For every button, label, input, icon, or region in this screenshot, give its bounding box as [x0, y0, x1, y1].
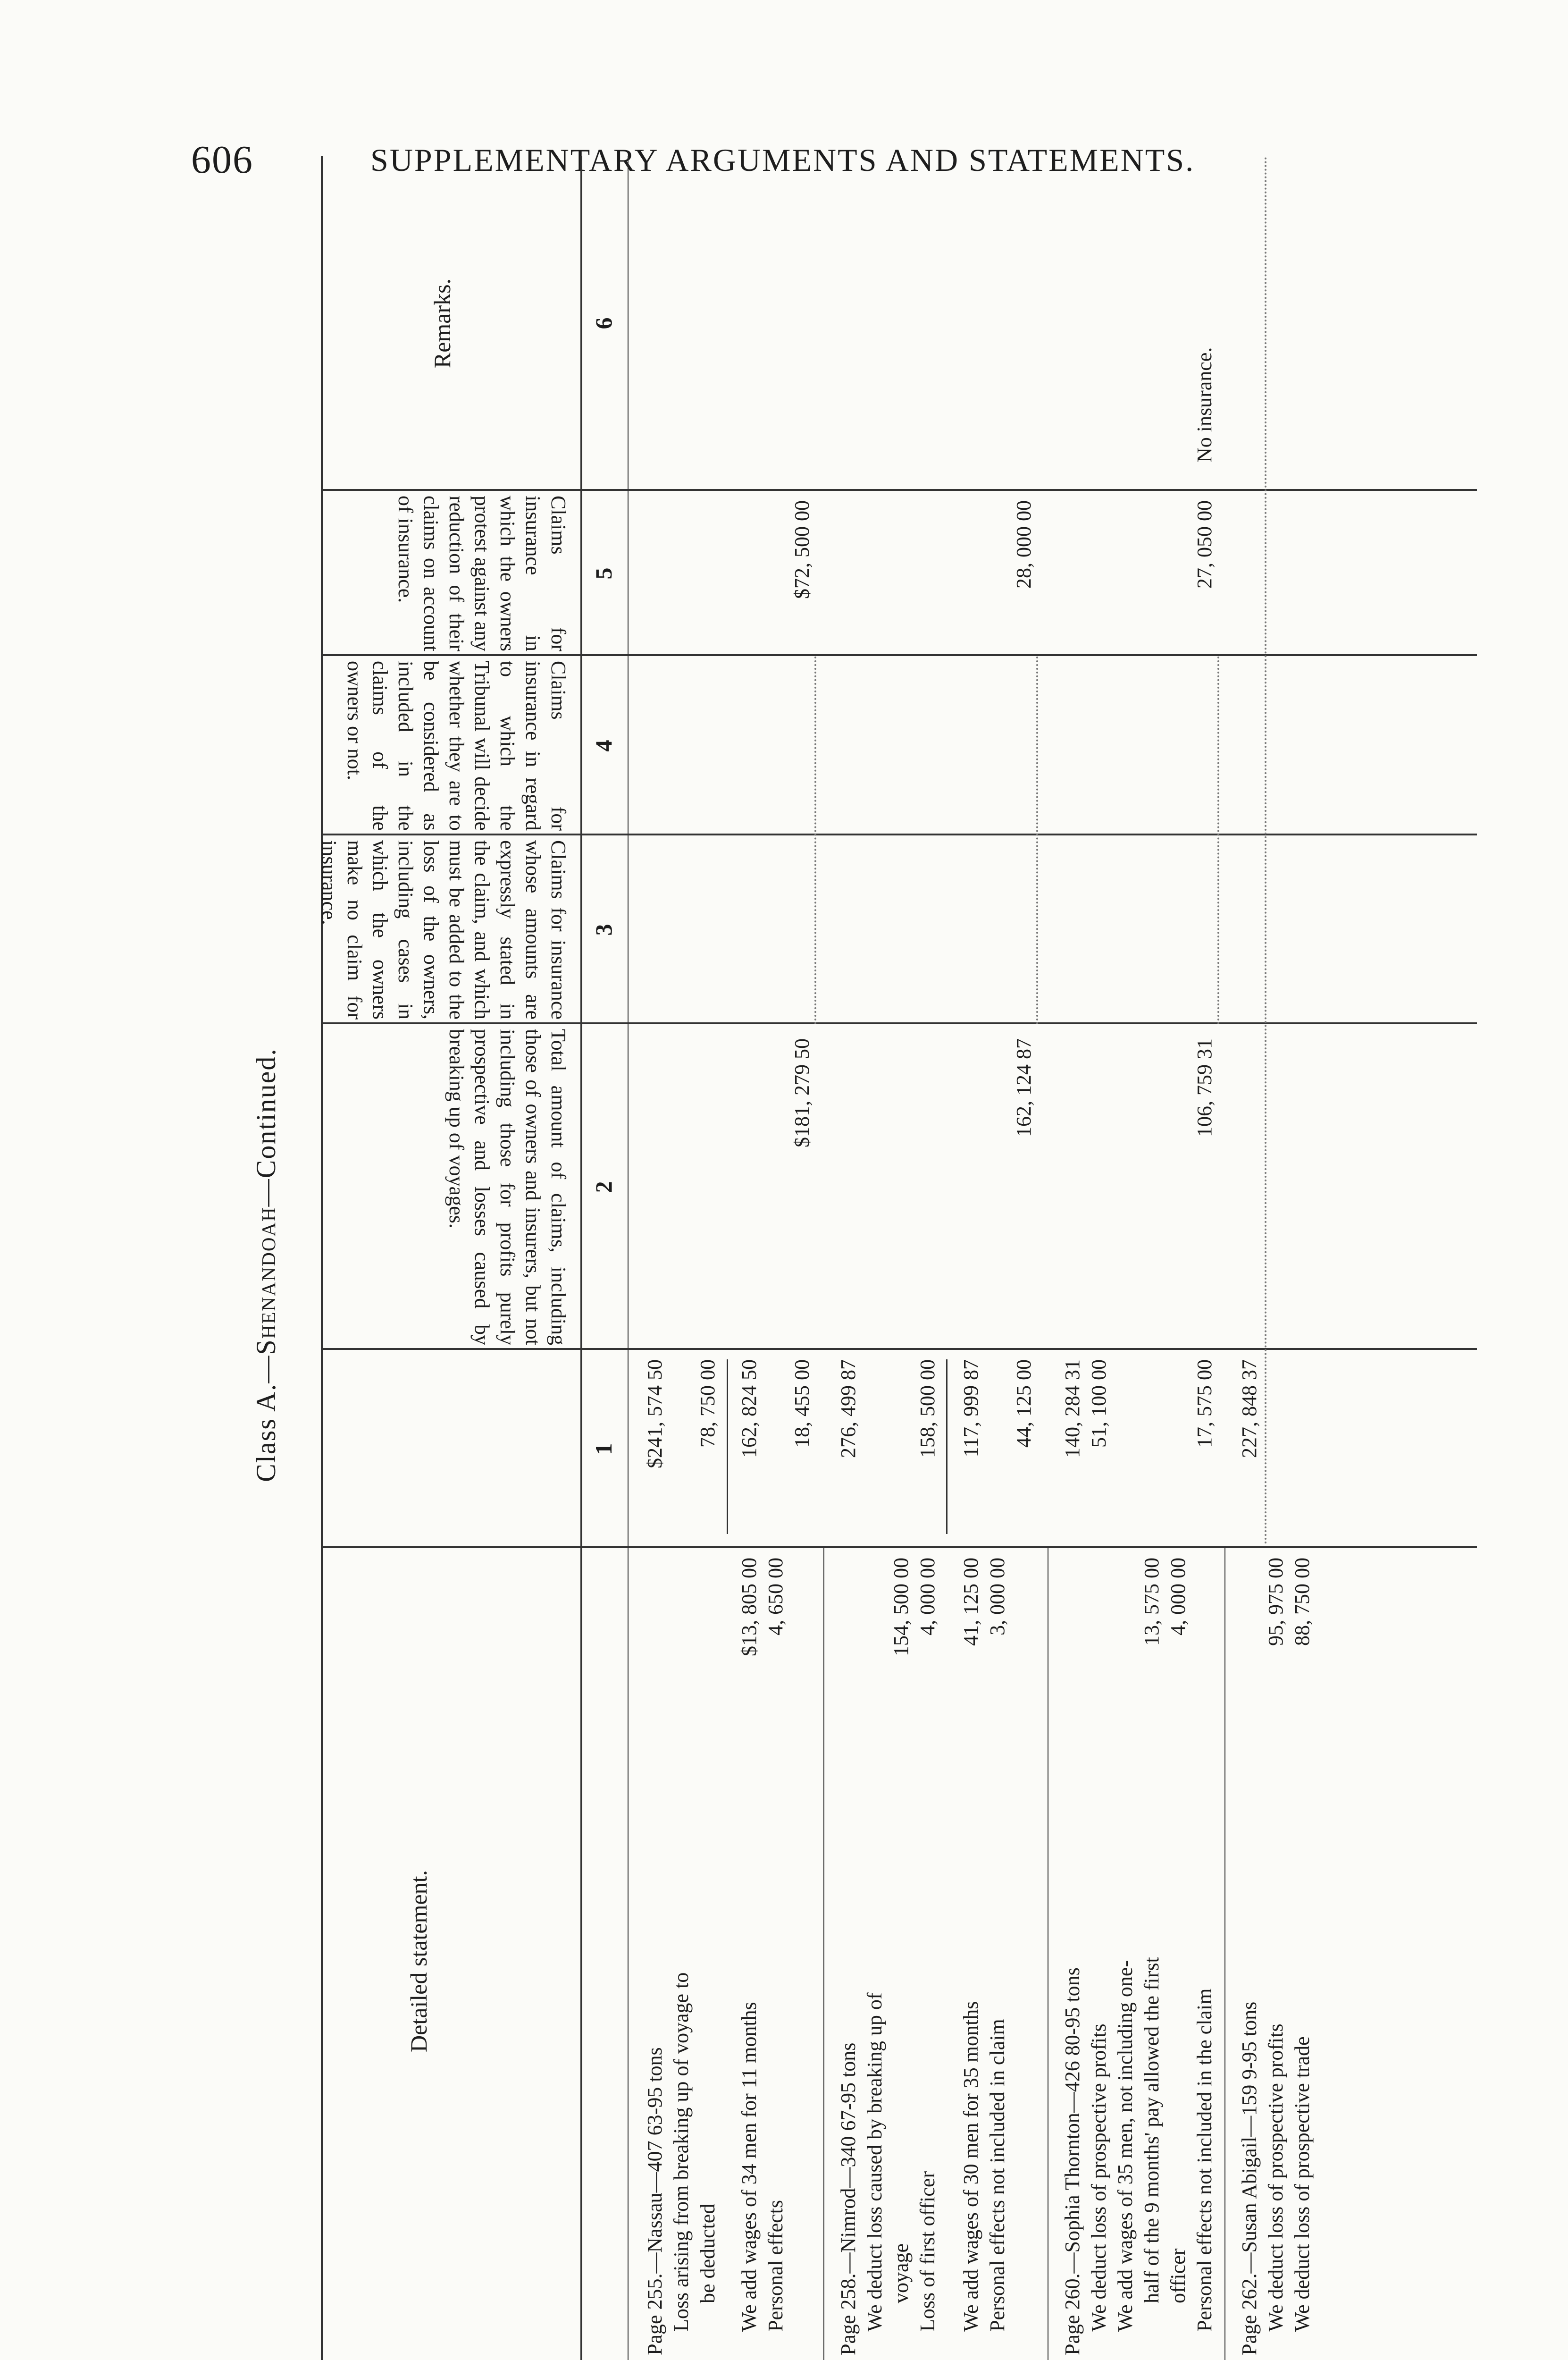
row2-c1-a: 276, 499 87 [837, 1359, 860, 1458]
row1-leader [814, 656, 816, 1024]
col-sep-3 [321, 1022, 1477, 1024]
header-bottom-rule [580, 156, 582, 2360]
row3-sub-a: 41, 125 00 [959, 1558, 982, 1646]
row0-sum-rule [727, 1359, 728, 1534]
row4-line3: half of the 9 months' pay allowed the first [1140, 1957, 1163, 2303]
header-col-5: Claims for insurance in which the owners protest against any reduction of their claims on account of insurance. [394, 496, 570, 651]
row0-c1-b: 78, 750 00 [696, 1359, 719, 1448]
row1-c5: $72, 500 00 [790, 500, 813, 599]
class-title [250, 156, 282, 2360]
class-title-name: Shenandoah [251, 1206, 281, 1355]
row4-leader [1217, 656, 1219, 1024]
row1-line1: Personal effects [764, 2200, 787, 2332]
row3-c1-a: 117, 999 87 [959, 1359, 982, 1458]
row4-c1-c: 17, 575 00 [1193, 1359, 1216, 1448]
row1-rule [823, 1548, 824, 2360]
row4-line4: officer [1166, 2248, 1190, 2303]
row1-c1-a: 162, 824 50 [738, 1359, 761, 1458]
col-sep-5 [321, 654, 1477, 656]
row3-line0: We add wages of 30 men for 35 months [959, 2001, 982, 2332]
rotated-table [250, 156, 1477, 2360]
row3-c1-b: 44, 125 00 [1012, 1359, 1035, 1448]
colnum-rule [628, 156, 629, 2360]
row4-line0: Page 260.—Sophia Thornton—426 80-95 tons [1061, 1967, 1084, 2355]
colnum-4: 4 [590, 740, 617, 752]
row0-line0: Page 255.—Nassau—407 63-95 tons [643, 2047, 666, 2355]
row4-c1-a: 140, 284 31 [1061, 1359, 1084, 1458]
col-sep-2 [321, 1348, 1477, 1350]
row1-c1-b: 18, 455 00 [790, 1359, 813, 1448]
row0-line1: Loss arising from breaking up of voyage to [670, 1972, 693, 2332]
header-col-4: Claims for insurance in regard to which the Tribunal will decide whether they are to be considered as included in the claims of the owners or not. [343, 661, 570, 831]
page-number: 606 [191, 138, 253, 182]
row5-sub-a: 95, 975 00 [1264, 1558, 1287, 1646]
colnum-1: 1 [590, 1443, 617, 1455]
row3-c2: 162, 124 87 [1012, 1038, 1035, 1137]
row2-line0: Page 258.—Nimrod—340 67-95 tons [837, 2042, 860, 2355]
row2-sub-a: 154, 500 00 [889, 1558, 913, 1656]
running-head: SUPPLEMENTARY ARGUMENTS AND STATEMENTS. [370, 142, 1195, 178]
header-col-2: Total amount of claims, including those of owners and insurers, but not including those for profits purely prospective and losses caused by breaking up of voyages. [445, 1029, 570, 1345]
col-sep-6 [321, 489, 1477, 491]
row5-line2: We deduct loss of prospective trade [1291, 2036, 1314, 2332]
row1-c2: $181, 279 50 [790, 1038, 813, 1147]
class-title-suffix: —Continued. [251, 1048, 281, 1207]
header-remarks: Remarks. [429, 278, 455, 369]
row5-line0: Page 262.—Susan Abigail—159 9-95 tons [1238, 2001, 1261, 2355]
col-sep-4 [321, 834, 1477, 835]
row2-sum-rule [946, 1359, 948, 1534]
row2-line1: We deduct loss caused by breaking up of [863, 1992, 886, 2332]
row4-sub-b: 4, 000 00 [1166, 1558, 1190, 1635]
row4-line5: Personal effects not included in the claim [1193, 1988, 1216, 2332]
row3-leader [1036, 656, 1038, 1024]
col-sep-1 [321, 1546, 1477, 1548]
header-detailed-statement: Detailed statement. [405, 1870, 432, 2052]
row4-line2: We add wages of 35 men, not including one- [1114, 1960, 1137, 2332]
row4-c1-b: 51, 100 00 [1087, 1359, 1110, 1448]
row0-c1-a: $241, 574 50 [643, 1359, 666, 1468]
row4-rule [1224, 1548, 1225, 2360]
class-title-prefix: Class A.— [251, 1355, 281, 1482]
row2-line3: Loss of first officer [916, 2171, 939, 2332]
header-col-3: Claims for insurance whose amounts are expressly stated in the claim, and which must be added to the loss of the owners, including cases in which the owners make no claim for insurance. [318, 840, 570, 1020]
row1-line0: We add wages of 34 men for 11 months [738, 2002, 761, 2332]
row0-line2: be deducted [696, 2203, 719, 2303]
row2-c1-b: 158, 500 00 [916, 1359, 939, 1458]
row2-sub-b: 4, 000 00 [916, 1558, 939, 1635]
colnum-2: 2 [590, 1181, 617, 1193]
table-top-rule [321, 156, 323, 2360]
row4-c5: 27, 050 00 [1193, 500, 1216, 589]
row5-c1-a: 227, 848 37 [1238, 1359, 1261, 1458]
colnum-6: 6 [590, 317, 617, 329]
row3-line1: Personal effects not included in claim [986, 2019, 1009, 2332]
row5-sub-b: 88, 750 00 [1291, 1558, 1314, 1646]
row5-leader [1265, 156, 1266, 1543]
row5-line1: We deduct loss of prospective profits [1264, 2023, 1287, 2332]
row1-sub-b: 4, 650 00 [764, 1558, 787, 1635]
row4-c2: 106, 759 31 [1193, 1038, 1216, 1137]
row4-c6: No insurance. [1193, 347, 1216, 463]
row4-line1: We deduct loss of prospective profits [1087, 2023, 1110, 2332]
row2-line2: voyage [889, 2243, 913, 2303]
colnum-5: 5 [590, 567, 617, 580]
row3-c5: 28, 000 00 [1012, 500, 1035, 589]
row4-sub-a: 13, 575 00 [1140, 1558, 1163, 1646]
row1-sub-a: $13, 805 00 [738, 1558, 761, 1656]
row3-sub-b: 3, 000 00 [986, 1558, 1009, 1635]
colnum-3: 3 [590, 924, 617, 936]
